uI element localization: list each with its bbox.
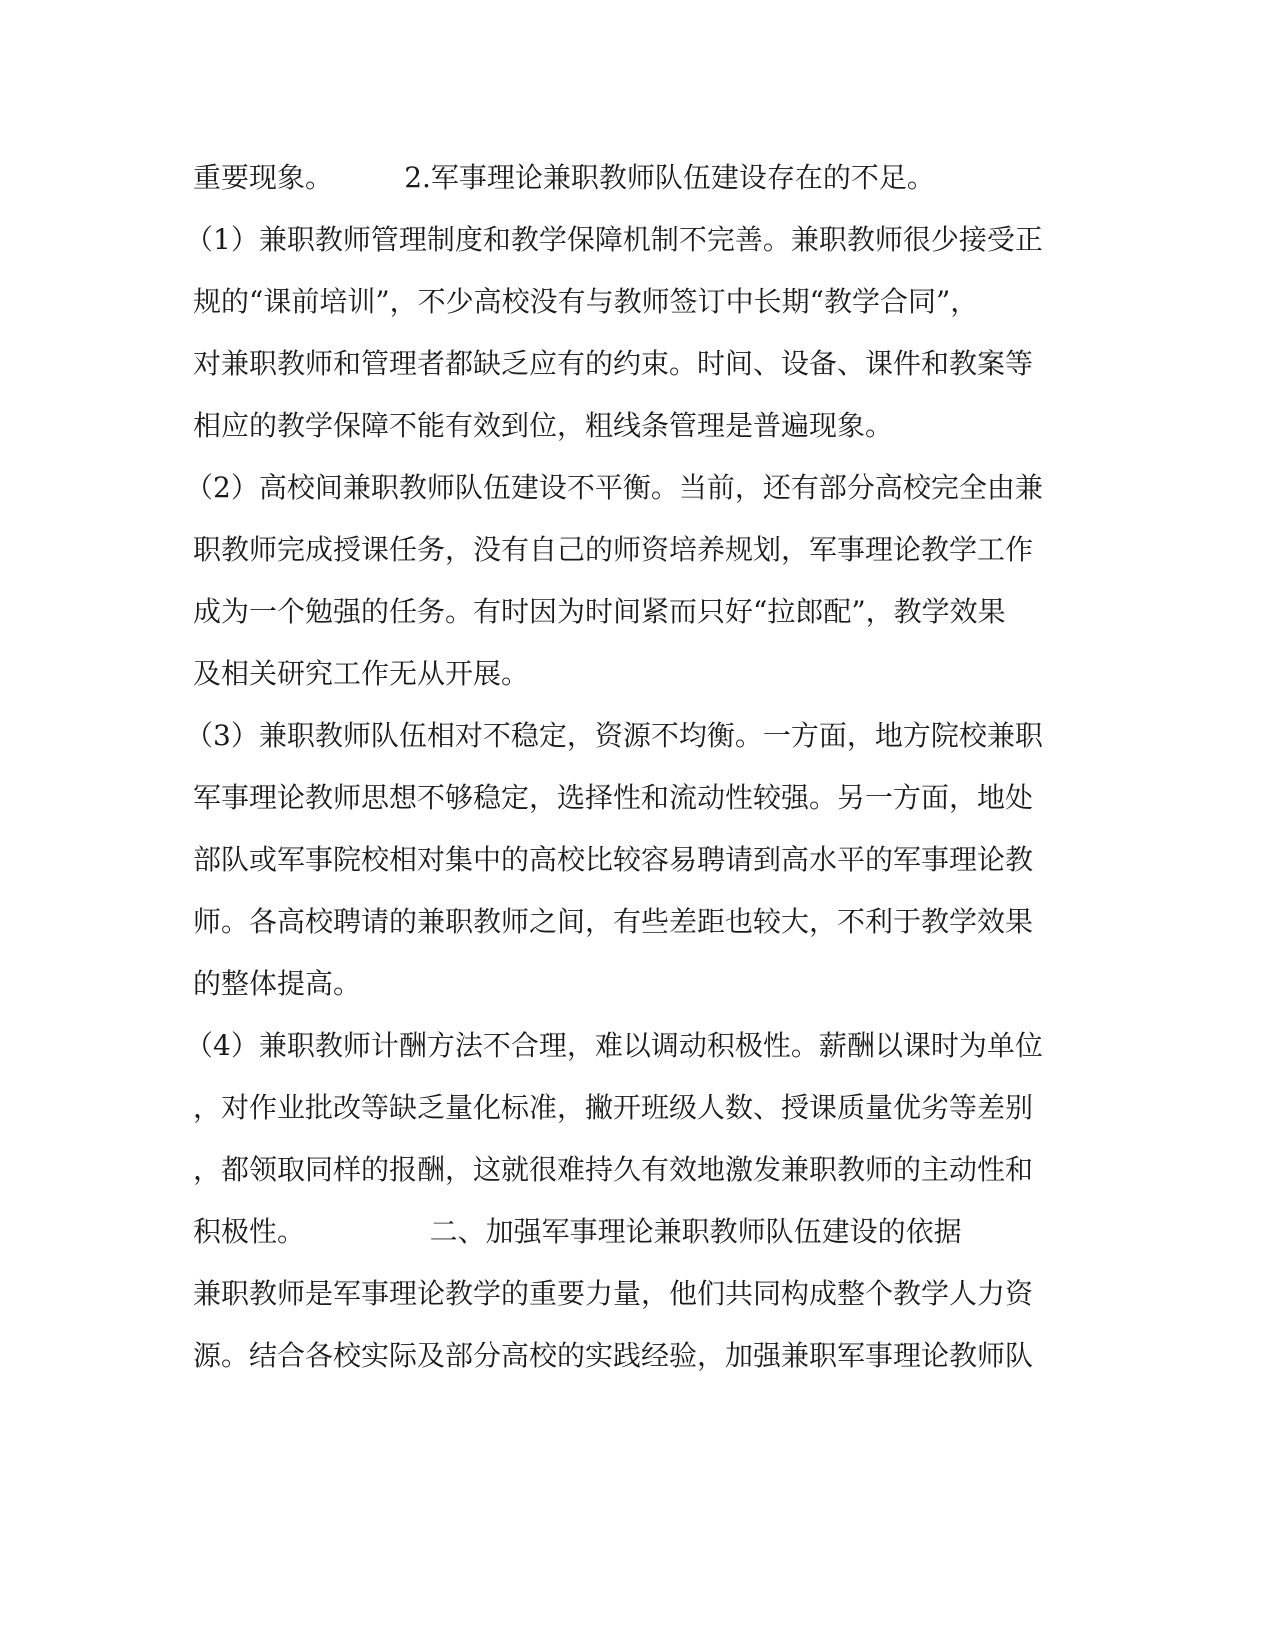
text-line: 相应的教学保障不能有效到位，粗线条管理是普遍现象。: [193, 409, 894, 442]
text-line: （1）兼职教师管理制度和教学保障机制不完善。兼职教师很少接受正: [185, 223, 1043, 256]
text-line: 源。结合各校实际及部分高校的实践经验，加强兼职军事理论教师队: [193, 1339, 1034, 1372]
text-line: 成为一个勉强的任务。有时因为时间紧而只好“拉郎配”，教学效果: [193, 595, 1006, 628]
text-line: 职教师完成授课任务，没有自己的师资培养规划，军事理论教学工作: [193, 533, 1034, 566]
text-line: 及相关研究工作无从开展。: [193, 657, 530, 690]
text-line: ，对作业批改等缺乏量化标准，撇开班级人数、授课质量优劣等差别: [193, 1091, 1034, 1124]
text-line: 军事理论教师思想不够稳定，选择性和流动性较强。另一方面，地处: [193, 781, 1034, 814]
text-line: （3）兼职教师队伍相对不稳定，资源不均衡。一方面，地方院校兼职: [185, 719, 1043, 752]
text-line: ，都领取同样的报酬，这就很难持久有效地激发兼职教师的主动性和: [193, 1153, 1034, 1186]
text-line: 的整体提高。: [193, 967, 362, 1000]
text-line: 师。各高校聘请的兼职教师之间，有些差距也较大，不利于教学效果: [193, 905, 1034, 938]
text-line: 对兼职教师和管理者都缺乏应有的约束。时间、设备、课件和教案等: [193, 347, 1034, 380]
text-line: 积极性。 二、加强军事理论兼职教师队伍建设的依据: [193, 1215, 962, 1248]
text-line: 重要现象。 2.军事理论兼职教师队伍建设存在的不足。: [193, 161, 935, 194]
text-line: 部队或军事院校相对集中的高校比较容易聘请到高水平的军事理论教: [193, 843, 1034, 876]
text-line: （2）高校间兼职教师队伍建设不平衡。当前，还有部分高校完全由兼: [185, 471, 1043, 504]
text-line: （4）兼职教师计酬方法不合理，难以调动积极性。薪酬以课时为单位: [185, 1029, 1043, 1062]
text-line: 规的“课前培训”，不少高校没有与教师签订中长期“教学合同”，: [193, 285, 979, 318]
text-line: 兼职教师是军事理论教学的重要力量，他们共同构成整个教学人力资: [193, 1277, 1034, 1310]
